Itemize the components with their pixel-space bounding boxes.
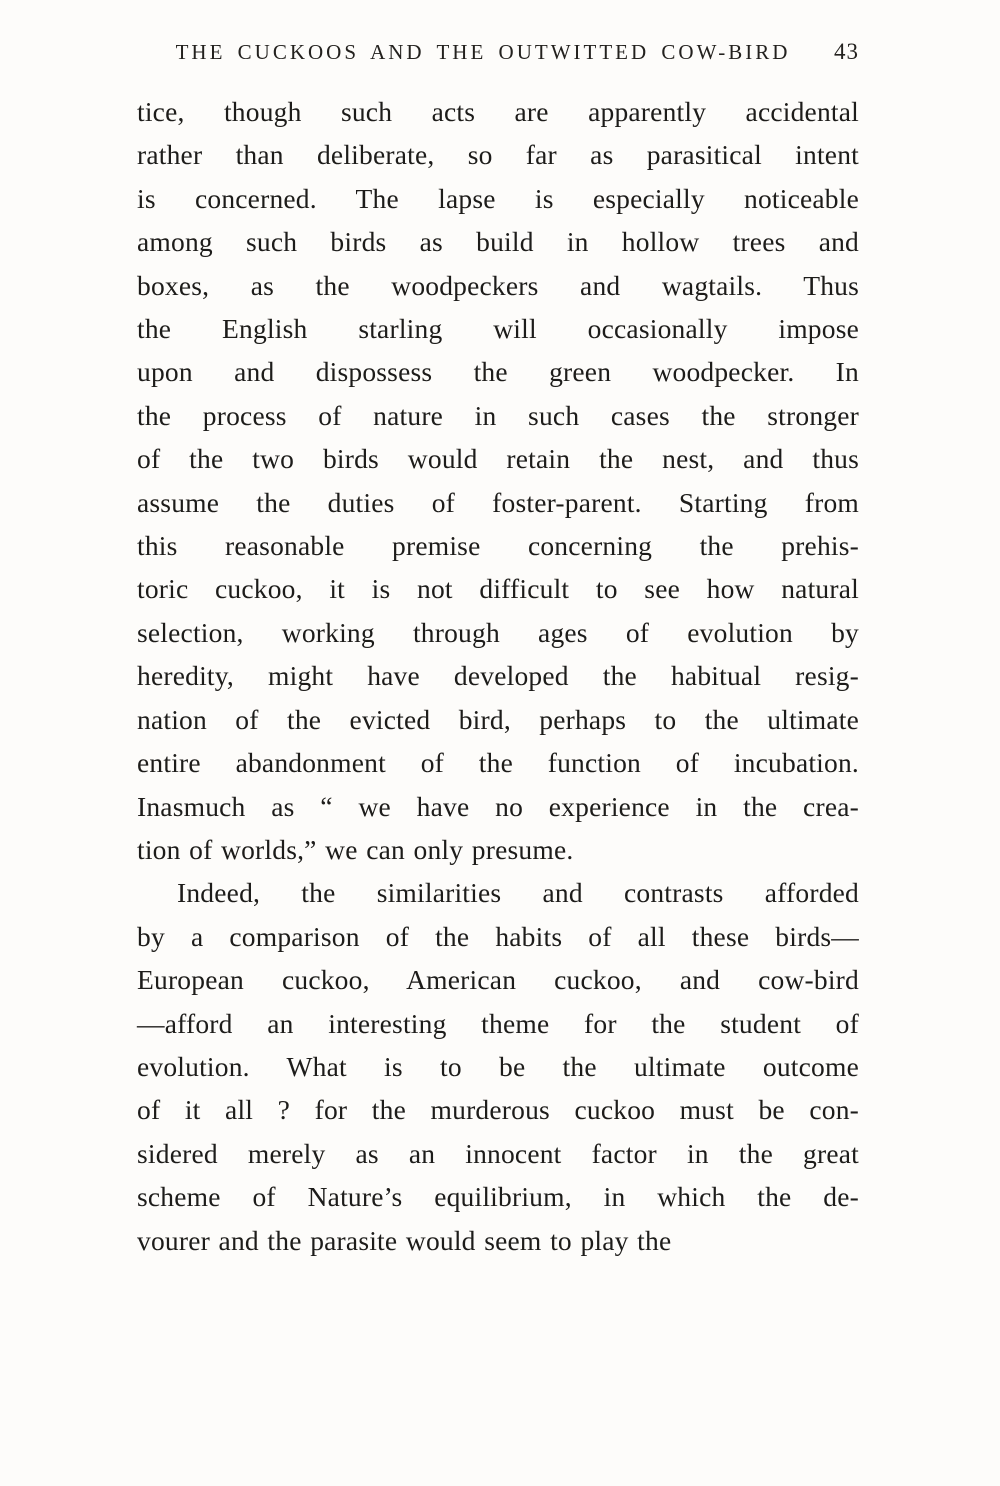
- text-line: Indeed, the similarities and contrasts afforded: [177, 877, 859, 909]
- text-line: toric cuckoo, it is not difficult to see how natural: [137, 573, 859, 605]
- text-line: upon and dispossess the green woodpecker. In: [137, 356, 859, 388]
- paragraph: [137, 871, 859, 1262]
- running-header: [137, 40, 859, 70]
- paragraph: [137, 90, 859, 871]
- text-line: boxes, as the woodpeckers and wagtails. Thus: [137, 269, 859, 301]
- text-line: by a comparison of the habits of all these birds—: [137, 920, 859, 952]
- text-line: this reasonable premise concerning the prehis-: [137, 530, 859, 562]
- text-line: the English starling will occasionally impose: [137, 313, 859, 345]
- text-line: Inasmuch as “ we have no experience in the crea-: [137, 790, 859, 822]
- text-line: tice, though such acts are apparently accidental: [137, 96, 859, 127]
- text-line: among such birds as build in hollow trees and: [137, 226, 859, 258]
- text-line: tion of worlds,” we can only presume.: [137, 833, 574, 865]
- page-body: [137, 90, 859, 1262]
- text-line: vourer and the parasite would seem to play the: [137, 1224, 672, 1256]
- text-line: —afford an interesting theme for the student of: [137, 1007, 859, 1039]
- text-line: scheme of Nature’s equilibrium, in which the de-: [137, 1181, 859, 1213]
- text-line: assume the duties of foster-parent. Starting from: [137, 486, 859, 518]
- text-line: rather than deliberate, so far as parasitical intent: [137, 139, 859, 171]
- text-line: European cuckoo, American cuckoo, and cow-bird: [137, 964, 859, 996]
- text-line: selection, working through ages of evolution by: [137, 616, 859, 648]
- text-line: of it all ? for the murderous cuckoo must be con-: [137, 1094, 859, 1126]
- header-title: THE CUCKOOS AND THE OUTWITTED COW-BIRD: [175, 40, 791, 64]
- text-line: of the two birds would retain the nest, and thus: [137, 443, 859, 475]
- text-line: nation of the evicted bird, perhaps to the ultimate: [137, 703, 859, 735]
- text-line: is concerned. The lapse is especially noticeable: [137, 182, 859, 214]
- text-line: heredity, might have developed the habitual resig-: [137, 660, 859, 692]
- text-line: entire abandonment of the function of incubation.: [137, 747, 859, 779]
- text-line: evolution. What is to be the ultimate outcome: [137, 1050, 859, 1082]
- text-line: the process of nature in such cases the stronger: [137, 399, 859, 431]
- page-number: 43: [834, 39, 859, 64]
- text-line: sidered merely as an innocent factor in the great: [137, 1137, 859, 1169]
